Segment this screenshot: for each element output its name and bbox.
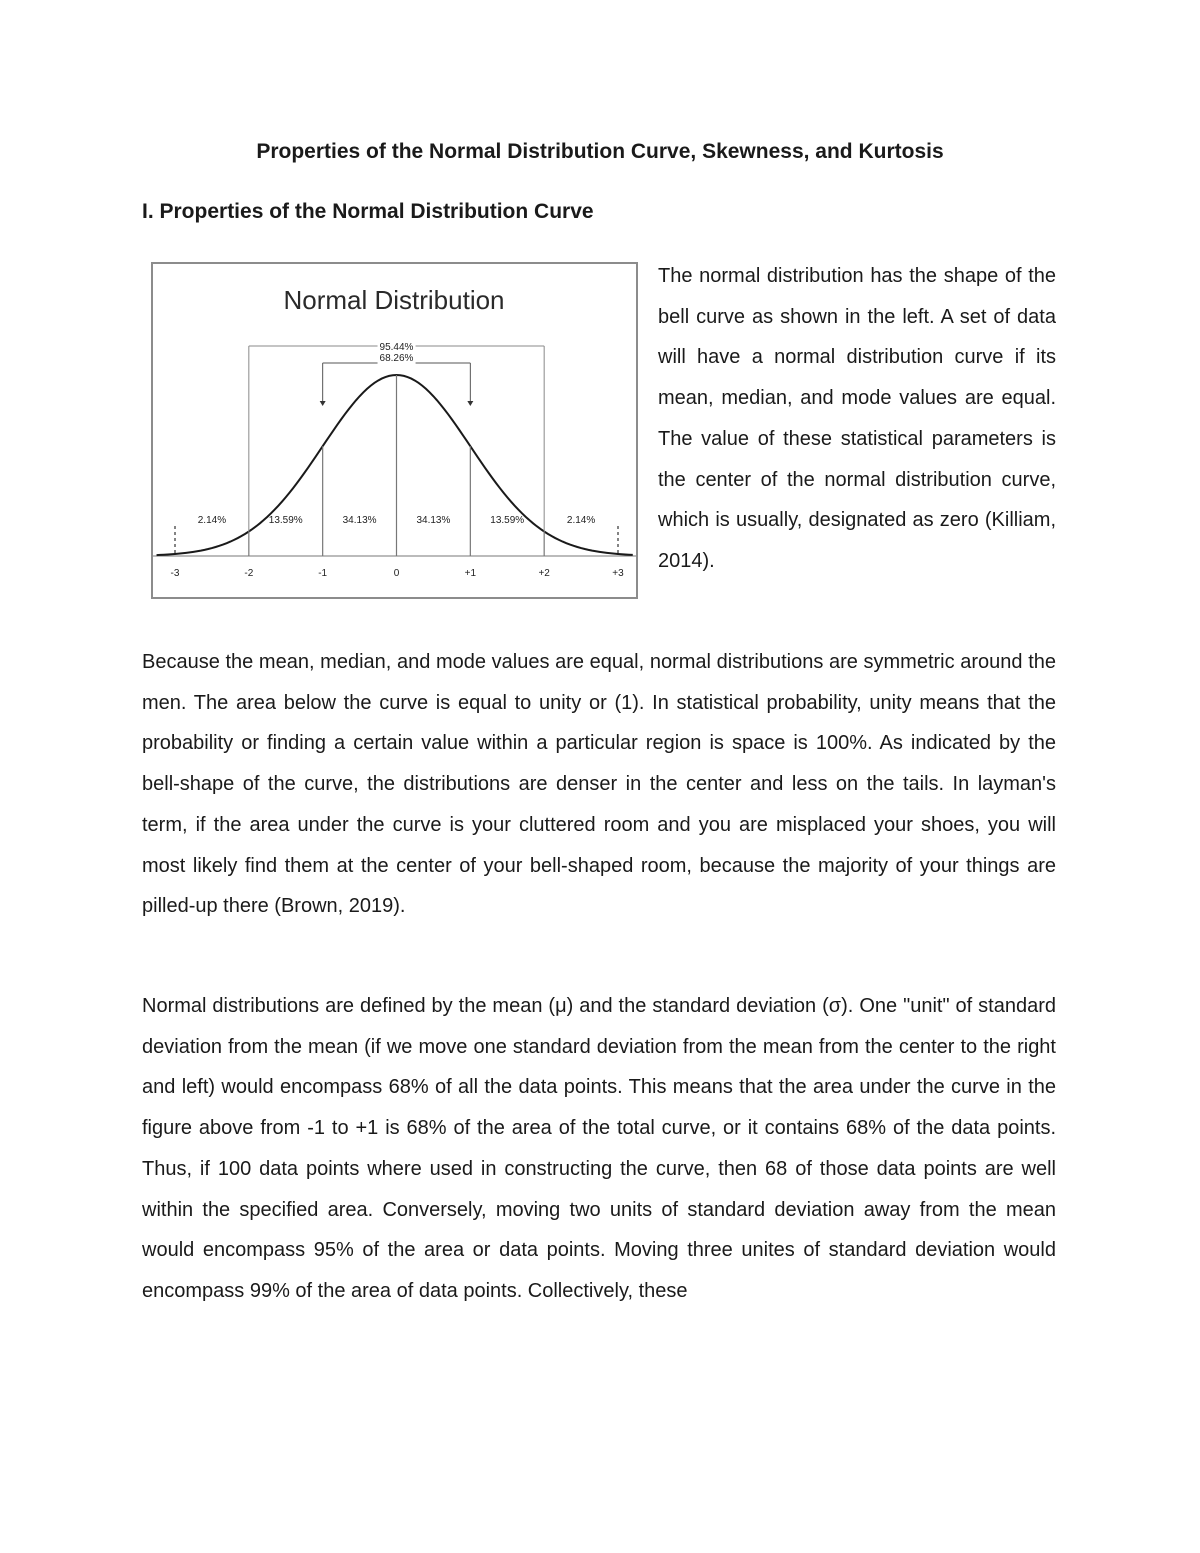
paragraph-symmetry: Because the mean, median, and mode values are equal, normal distributions are symmetric around the men. The area below the curve is equal to unity or (1). In statistical probability, unity means that the probability or finding a certain value within a particular region is space is 100%. As indicated by the bell-shape of the curve, the distributions are denser in the center and less on the tails. In layman's term, if the area under the curve is your cluttered room and you are misplaced your shoes, you will most likely find them at the center of your bell-shaped room, because the majority of your things are pilled-up there (Brown, 2019). bbox=[142, 651, 1056, 918]
document-title: Properties of the Normal Distribution Curve, Skewness, and Kurtosis bbox=[256, 140, 944, 163]
segment-label: 13.59% bbox=[490, 515, 525, 526]
bracket-95-label: 95.44% bbox=[379, 342, 414, 353]
x-tick-label: +3 bbox=[612, 568, 624, 579]
normal-distribution-figure bbox=[151, 262, 638, 599]
bracket-68-label: 68.26% bbox=[379, 353, 414, 364]
bell-curve bbox=[157, 375, 633, 555]
segment-label: 13.59% bbox=[268, 515, 303, 526]
x-tick-label: -3 bbox=[170, 568, 180, 579]
segment-label: 34.13% bbox=[342, 515, 377, 526]
x-tick-label: 0 bbox=[393, 568, 400, 579]
x-tick-label: -2 bbox=[244, 568, 254, 579]
segment-label: 2.14% bbox=[197, 515, 227, 526]
figure-description: The normal distribution has the shape of the bell curve as shown in the left. A set of data will have a normal distribution curve if its mean, median, and mode values are equal. The value of these statistical parameters is the center of the normal distribution curve, which is usually, designated as zero (Killiam, 2014). bbox=[658, 265, 1056, 572]
bracket-68-right-arrow bbox=[467, 401, 473, 406]
chart-title: Normal Distribution bbox=[283, 285, 505, 315]
paragraph-standard-deviation bbox=[142, 986, 1056, 1312]
segment-label: 34.13% bbox=[416, 515, 451, 526]
paragraph-standard-deviation-text: Normal distributions are defined by the mean (μ) and the standard deviation (σ). One "unit" of standard deviation from the mean (if we move one standard deviation from the mean from the center to the right and left) would encompass 68% of all the data points. This means that the area under the curve in the figure above from -1 to +1 is 68% of the area of the total curve, or it contains 68% of the data points. Thus, if 100 data points where used in constructing the curve, then 68 of those data points are well within the specified area. Conversely, moving two units of standard deviation away from the mean would encompass 95% of the area or data points. Moving three unites of standard deviation would encompass 99% of the area of data points. Collectively, these bbox=[142, 995, 1056, 1302]
x-tick-label: +1 bbox=[464, 568, 477, 579]
bracket-68-left-arrow bbox=[320, 401, 326, 406]
x-tick-label: -1 bbox=[318, 568, 328, 579]
x-tick-label: +2 bbox=[538, 568, 550, 579]
normal-distribution-chart bbox=[153, 264, 636, 597]
segment-label: 2.14% bbox=[566, 515, 596, 526]
section-heading: I. Properties of the Normal Distribution Curve bbox=[142, 200, 594, 223]
